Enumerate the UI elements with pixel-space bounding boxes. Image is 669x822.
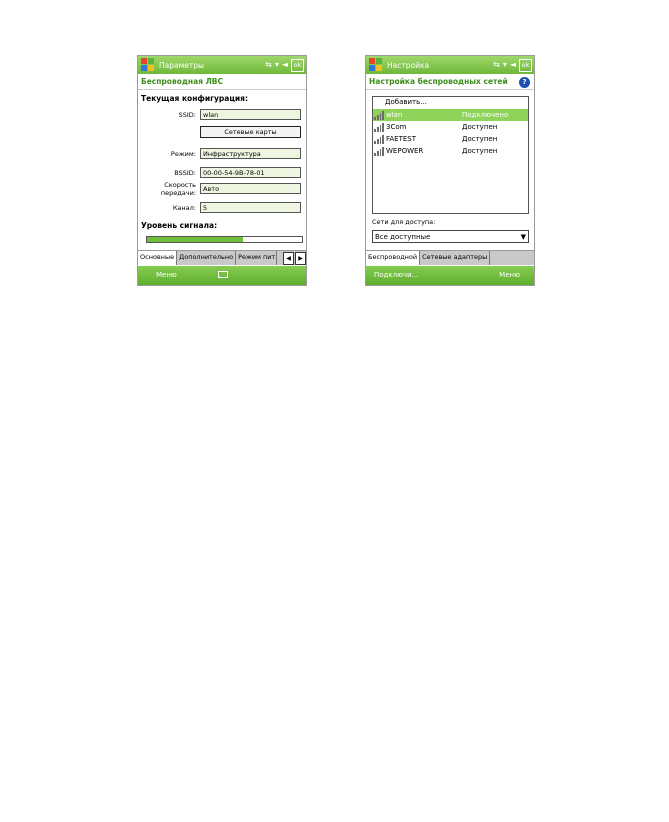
tab-scroll-arrows [282, 251, 306, 265]
networks-filter-label: Сети для доступа: [372, 218, 436, 226]
windows-flag-icon[interactable] [369, 58, 383, 72]
tab-wireless[interactable]: Беспроводной [366, 251, 420, 265]
networks-filter-select[interactable] [372, 230, 529, 243]
channel-field[interactable]: 5 [200, 202, 301, 213]
network-status: Доступен [462, 147, 498, 155]
network-name: FAETEST [386, 135, 417, 143]
tab-general[interactable]: Основные [138, 251, 177, 265]
windows-flag-icon[interactable] [141, 58, 155, 72]
tab-right-arrow-icon[interactable]: ▶ [295, 252, 306, 265]
signal-heading: Уровень сигнала: [141, 221, 218, 230]
tab-strip [366, 250, 534, 265]
signal-strength-icon[interactable]: ▾ [274, 60, 279, 69]
tab-strip [138, 250, 306, 265]
ssid-field[interactable]: wlan [200, 109, 301, 120]
network-cards-button[interactable]: Сетевые карты [200, 126, 301, 138]
signal-strength-fill [147, 237, 243, 242]
network-row[interactable] [373, 121, 528, 133]
system-tray [493, 59, 532, 72]
speed-label: Скорость передачи: [160, 181, 196, 197]
wireless-signal-icon [374, 135, 384, 144]
volume-icon[interactable]: ◄ [509, 60, 516, 69]
wireless-signal-icon [374, 147, 384, 156]
connect-softkey[interactable]: Подключи... [374, 271, 419, 279]
network-name: wlan [386, 111, 403, 119]
window-title: Параметры [159, 60, 204, 70]
network-status: Доступен [462, 135, 498, 143]
wlan-settings-screen [137, 55, 307, 286]
network-name: 3Com [386, 123, 407, 131]
system-tray [265, 59, 304, 72]
current-config-heading: Текущая конфигурация: [141, 94, 248, 103]
network-list[interactable] [372, 96, 529, 214]
ok-button[interactable]: ok [291, 59, 304, 72]
network-rows [373, 109, 528, 157]
signal-strength-icon[interactable]: ▾ [502, 60, 507, 69]
network-status: Подключено [462, 111, 509, 119]
ok-button[interactable]: ok [519, 59, 532, 72]
tab-advanced[interactable]: Дополнительно [177, 251, 236, 265]
title-bar [138, 56, 306, 74]
tab-network-adapters[interactable]: Сетевые адаптеры [420, 251, 490, 265]
network-row[interactable] [373, 133, 528, 145]
help-icon[interactable]: ? [519, 77, 530, 88]
network-row[interactable] [373, 109, 528, 121]
bssid-field[interactable]: 00-00-54-9B-78-01 [200, 167, 301, 178]
divider [366, 89, 534, 90]
title-bar [366, 56, 534, 74]
softkey-bar [138, 266, 306, 285]
mode-label: Режим: [170, 150, 196, 158]
network-row[interactable] [373, 145, 528, 157]
speed-field[interactable]: Авто [200, 183, 301, 194]
volume-icon[interactable]: ◄ [281, 60, 288, 69]
network-name: WEPOWER [386, 147, 424, 155]
mode-field[interactable]: Инфраструктура [200, 148, 301, 159]
chevron-down-icon[interactable]: ▼ [520, 233, 526, 241]
network-status: Доступен [462, 123, 498, 131]
bssid-label: BSSID: [174, 169, 196, 177]
wireless-networks-screen [365, 55, 535, 286]
page-title: Настройка беспроводных сетей [369, 77, 508, 86]
softkey-bar [366, 266, 534, 285]
signal-strength-bar [146, 236, 303, 243]
networks-filter-value: Все доступные [375, 233, 431, 241]
tab-power-mode[interactable]: Режим пит [236, 251, 277, 265]
tab-left-arrow-icon[interactable]: ◀ [283, 252, 294, 265]
add-network-item[interactable]: Добавить... [385, 98, 427, 106]
wireless-signal-icon [374, 111, 384, 120]
menu-softkey[interactable]: Меню [156, 271, 177, 279]
page-title: Беспроводная ЛВС [141, 77, 224, 86]
ssid-label: SSID: [178, 111, 196, 119]
connectivity-icon[interactable]: ⇆ [493, 60, 500, 69]
wireless-signal-icon [374, 123, 384, 132]
keyboard-icon[interactable] [218, 271, 228, 278]
window-title: Настройка [387, 60, 430, 70]
divider [138, 89, 306, 90]
connectivity-icon[interactable]: ⇆ [265, 60, 272, 69]
menu-softkey[interactable]: Меню [499, 271, 520, 279]
channel-label: Канал: [172, 204, 196, 212]
